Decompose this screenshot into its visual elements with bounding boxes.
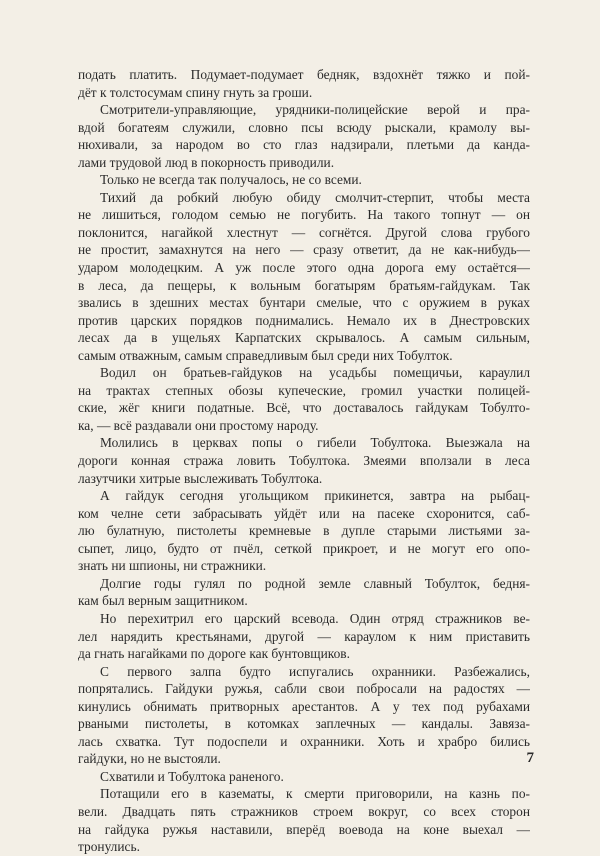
text-line: против царских порядков поднимались. Немало их в Днестровских <box>78 312 530 328</box>
text-line: самым отважным, самым справедливым был среди них Тобултoк. <box>78 347 453 363</box>
text-line: на гайдука ружья наставили, вперёд воевода на коне выехал — <box>78 821 530 837</box>
text-line: А гайдук сегодня угольщиком прикинется, завтра на рыбац- <box>100 488 530 504</box>
text-line: Молились в церквах попы о гибели Тобултока. Выезжала на <box>100 435 530 451</box>
text-line: ка, — всё раздавали они простому народу. <box>78 417 319 433</box>
text-line: не лишиться, голодом семью не погубить. На такого топнут — он <box>78 207 530 223</box>
text-line: Тихий да робкий любую обиду смолчит-стерпит, чтобы места <box>100 189 530 205</box>
text-line: знать ни шпионы, ни стражники. <box>78 558 267 574</box>
text-line: лами трудовой люд в покорность приводили. <box>78 154 335 170</box>
text-line: Смотрители-управляющие, урядники-полицейские верой и пра- <box>100 102 530 118</box>
text-line: нюхивали, за народом во сто глаз надзирали, плетьми да канда- <box>78 137 530 153</box>
text-line: С первого залпа будто испугались охранники. Разбежались, <box>100 663 530 679</box>
text-line: лел нарядить крестьянами, другой — караулом к ним приставить <box>78 628 530 644</box>
text-line: лесах да в ущельях Карпатских скрывалось. А самым сильным, <box>78 330 530 346</box>
text-line: в леса, да пещеры, к вольным богатырям братьям-гайдукам. Так <box>78 277 530 293</box>
page-number: 7 <box>526 750 534 766</box>
text-line: на трактах степных обозы купеческие, громил участки полицей- <box>78 382 530 398</box>
text-line: лю булатную, пистолеты кремневые в дупле старыми листьями за- <box>78 523 530 539</box>
text-line: ские, жёг книги податные. Всё, что доставалось гайдукам Тобулто- <box>78 400 530 416</box>
text-line: рваными пистолеты, в котомках заплечных — кандалы. Завяза- <box>78 716 530 732</box>
body-text <box>78 66 530 856</box>
text-line: попрятались. Гайдуки ружья, сабли свои побросали на радостях — <box>78 681 530 697</box>
text-line: Потащили его в казематы, к смерти приговорили, на казнь по- <box>100 786 530 802</box>
text-line: Долгие годы гулял по родной земле славный Тобултoк, бедня- <box>100 575 530 591</box>
text-line: дёт к толстосумам спину гнуть за гроши. <box>78 84 313 100</box>
text-line: вдой богатеям служили, словно псы всюду рыскали, крамолу вы- <box>78 119 530 135</box>
text-line: да гнать нагайками по дороге как бунтовщиков. <box>78 646 350 662</box>
text-line: кинулись обнимать притворных арестантов. А у тех под рубахами <box>78 698 530 714</box>
text-line: поклонится, нагайкой хлестнут — согнётся. Другой слова грубого <box>78 224 530 240</box>
text-line: вели. Двадцать пять стражников строем вокруг, со всех сторон <box>78 803 530 819</box>
text-line: дороги конная стража ловить Тобултока. Змеями вползали в леса <box>78 453 530 469</box>
text-line: подать платить. Подумает-подумает бедняк, вздохнёт тяжко и пой- <box>78 67 530 82</box>
text-line: ударом молодецким. А уж после этого одна дорога ему остаётся— <box>78 260 530 276</box>
text-line: тронулись. <box>78 839 140 855</box>
text-line: ком челне сети забрасывать уйдёт или на пасеке схоронится, саб- <box>78 505 530 521</box>
text-line: Водил он братьев-гайдуков на усадьбы помещичьи, караулил <box>100 365 530 381</box>
text-line: кам был верным защитником. <box>78 593 248 609</box>
text-line: Но перехитрил его царский всевода. Один отряд стражников ве- <box>100 610 530 626</box>
text-line: лазутчики хитрые выслеживать Тобултока. <box>78 470 323 486</box>
text-line: лась схватка. Тут подоспели и охранники. Хоть и храбро бились <box>78 733 530 749</box>
text-line: сыпет, лицо, будто от пчёл, сеткой прикроет, и не могут его опо- <box>78 540 530 556</box>
text-line: Только не всегда так получалось, не со всеми. <box>100 172 362 188</box>
text-line: гайдуки, но не выстояли. <box>78 751 221 767</box>
text-line: Схватили и Тобултока раненого. <box>100 768 284 784</box>
text-line: звались в здешних местах бунтари смелые, что с оружием в руках <box>78 295 530 311</box>
text-line: не простит, замахнутся на него — сразу ответит, да не как-нибудь— <box>78 242 530 258</box>
